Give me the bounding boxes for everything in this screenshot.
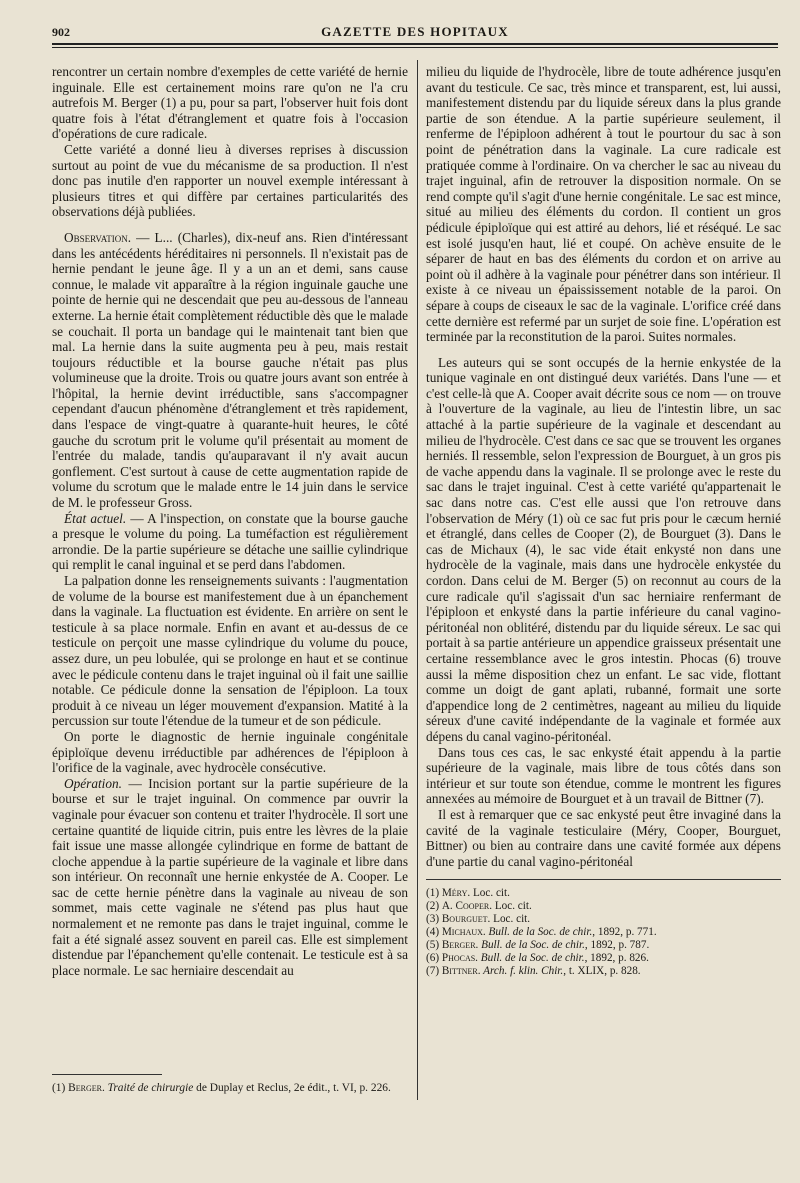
- right-footnotes: [426, 887, 781, 978]
- paragraph: La palpation donne les renseignements suivants : l'augmentation de volume de la bourse est manifestement due à un épanchement dans la vaginale. La fluctuation est évidente. En arrière on sent le testicule à sa place normale. Enfin en avant et au-dessus de ce testicule on perçoit une masse cylindrique du volume du pouce, assez dure, un peu lobulée, qui se prolonge en haut et se continue avec le pédicule contenu dans le trajet inguinal où il fait une saillie notable. Ce pédicule donne la sensation de l'épiploon. La toux produit à ce niveau un léger mouvement d'expansion. Matité à la percussion sur toute l'étendue de la tumeur et de son pédicule.: [52, 573, 408, 729]
- observation-text: — L... (Charles), dix-neuf ans. Rien d'intéressant dans les antécédents héréditaires ni personnels. Il n'existait pas de hernie pendant le jeune âge. Il y a un an et demi, sans cause connue, le malade vit apparaître à la région inguinale gauche une pointe de hernie qui ne descendait que peu au-dessous de l'anneau externe. La hernie était complètement réductible dès que le malade se couchait. Il porta un bandage qui le maintenait tant bien que mal. La hernie dans la suite augmenta peu à peu, mais restait toujours réductible et la bourse gauche n'était pas plus volumineuse que la droite. Trois ou quatre jours avant son entrée à l'hôpital, la hernie devint irréductible, sans s'accompagner cependant d'aucun phénomène d'étranglement et très rapidement, dans l'espace de vingt-quatre à quarante-huit heures, le côté gauche du scrotum prit le volume qu'il présentait au moment de l'entrée du malade, tandis qu'auparavant il n'y avait aucun gonflement. C'est surtout à cause de cette augmentation rapide de volume du scrotum que le malade entre le 14 juin dans le service de M. le professeur Gross.: [52, 229, 408, 511]
- operation-label: Opération.: [64, 775, 122, 791]
- footnote: (4) Michaux. Bull. de la Soc. de chir., 1892, p. 771.: [426, 926, 657, 939]
- page-header: [52, 22, 778, 42]
- paragraph: Il est à remarquer que ce sac enkysté peut être invaginé dans la cavité de la vaginale testiculaire (Méry, Cooper, Bourguet, Bittner) ou bien au contraire dans une cavité formée aux dépens d'une partie du canal vagino-péritonéal: [426, 806, 781, 869]
- footnote-rule: [426, 879, 781, 880]
- right-column: [426, 64, 781, 978]
- paragraph: Dans tous ces cas, le sac enkysté était appendu à la partie supérieure de la vaginale, mais libre de tous côtés dans son intérieur et sur toute son étendue, comme le montrent les figures annexées au mémoire de Bourguet et à un travail de Bittner (7).: [426, 744, 781, 807]
- page-number: 902: [52, 25, 70, 39]
- footnote: (3) Bourguet. Loc. cit.: [426, 913, 531, 926]
- observation-label: Observation.: [64, 229, 132, 245]
- footnote: (1) Berger. Traité de chirurgie de Duplay et Reclus, 2e édit., t. VI, p. 226.: [52, 1082, 391, 1094]
- footnote: (6) Phocas. Bull. de la Soc. de chir., 1892, p. 826.: [426, 952, 649, 965]
- column-divider: [417, 60, 418, 1100]
- footnote: (2) A. Cooper. Loc. cit.: [426, 900, 532, 913]
- observation-paragraph: [52, 230, 408, 511]
- left-column: [52, 64, 408, 978]
- paragraph: rencontrer un certain nombre d'exemples de cette variété de hernie inguinale. Elle est certainement moins rare qu'on ne l'a cru autrefois M. Berger (1) a pu, pour sa part, l'observer huit fois dont quatre fois à l'état d'étranglement et quatre fois à l'occasion d'opérations de cure radicale.: [52, 64, 408, 142]
- operation-text: — Incision portant sur la partie supérieure de la bourse et sur le trajet inguinal. On commence par ouvrir la vaginale pour évacuer son contenu et traiter l'hydrocèle. Il sort une certaine quantité de liquide citrin, puis entre les lèvres de la plaie fait issue une masse allongée cylindrique en forme de battant de cloche appendue à la partie supérieure de la vaginale et libre dans son intérieur. On reconnaît une hernie enkystée de A. Cooper. Le sac de cette hernie pénètre dans la vaginale au niveau de son sommet, mais cette vaginale ne s'étend pas plus haut que normalement et ne remonte pas dans le trajet inguinal, comme le fait a été signalé assez souvent en pareil cas. Elle est simplement distendue par l'épanchement qu'elle contenait. Le testicule est à sa place normale. Le sac herniaire descendait au: [52, 775, 408, 978]
- paragraph: milieu du liquide de l'hydrocèle, libre de toute adhérence jusqu'en avant du testicule. Ce sac, très mince et transparent, est, lui aussi, manifestement distendu par du liquide séreux dans la plus grande partie de son étendue. A la partie supérieure seulement, il renferme de l'épiploon adhérent à tout le pourtour du sac à son point de pénétration dans la vaginale. La cure radicale est pratiquée comme à l'ordinaire. On va chercher le sac au niveau du trajet inguinal, afin de retrouver la disposition normale. On se rend compte qu'il s'agit d'une hernie congénitale. Le sac est mince, situé au milieu des éléments du cordon. Il contient un gros pédicule épiploïque qui est attiré au dehors, lié et réséqué. Le sac est isolé jusqu'en haut, lié et coupé. On achève ensuite de le séparer de haut en bas des éléments du cordon et on arrive au point où il adhère à la vaginale pour pénétrer dans son intérieur. Il existe à ce niveau un épaississement notable de la paroi. On sépare à coups de ciseaux le sac de la vaginale. L'orifice créé dans cette dernière est refermé par un surjet de soie fine. L'opération est terminée par la reconstitution de la paroi. Suites normales.: [426, 64, 781, 345]
- paragraph: Cette variété a donné lieu à diverses reprises à discussion surtout au point de vue du mécanisme de sa production. Il n'est donc pas inutile d'en rapporter un nouvel exemple intéressant à plusieurs titres et qui diffère par certaines particularités des observations déjà publiées.: [52, 141, 408, 220]
- paragraph: Les auteurs qui se sont occupés de la hernie enkystée de la tunique vaginale en ont distingué deux variétés. Dans l'une — et c'est celle-là que A. Cooper avait décrite sous ce nom — on trouve à l'ouverture de la vaginale, au lieu de l'intestin libre, un sac attaché à la partie supérieure de la vaginale et descendant au milieu de l'hydrocèle. C'est dans ce sac que se trouvent les organes herniés. Il ressemble, selon l'expression de Bourguet, à un gros pis de vache appendu dans la vaginale. Il se prolonge avec le reste du sac dans le trajet inguinal. C'est à cette variété qu'appartenait le sac dans notre cas. C'est elle aussi que l'on retrouve dans l'observation de Méry (1) où ce sac fut pris pour le cæcum hernié et étranglé, dans celles de Cooper (2), de Bourguet (3). Dans le cas de Michaux (4), le sac vide était enkysté non dans une hydrocèle de la vaginale, mais dans une hydrocèle enkystée du cordon. Dans celui de M. Berger (5) on reconnut au cours de la cure radicale qu'il s'agissait d'un sac herniaire renfermant de l'épiploon et enkysté dans la partie inférieure du canal vagino-péritonéal non oblitéré, distendu par du liquide séreux. Le sac qui portait à sa partie antérieure un appendice graisseux présentait une certaine ressemblance avec le gros intestin. Phocas (6) trouve aussi la même disposition chez un enfant. Le sac vide, flottant comme un doigt de gant aplati, rubanné, formait une sorte d'appendice long de 2 centimètres, nageant au milieu du liquide séreux d'une cavité indépendante de la vaginale et formée aux dépens du canal vagino-péritonéal.: [426, 354, 781, 744]
- header-rule-thin: [52, 47, 778, 48]
- operation-paragraph: [52, 776, 408, 979]
- journal-title: GAZETTE DES HOPITAUX: [321, 24, 509, 39]
- etat-actuel-text: — A l'inspection, on constate que la bourse gauche a presque le volume du poing. La tuméfaction est régulièrement arrondie. De la partie supérieure se détache une saillie cylindrique qui remplit le canal inguinal et se perd dans l'abdomen.: [52, 510, 408, 573]
- paragraph: On porte le diagnostic de hernie inguinale congénitale épiploïque devenu irréductible par adhérences de l'épiploon à l'orifice de la vaginale, avec hydrocèle consécutive.: [52, 728, 408, 776]
- footnote: (1) Méry. Loc. cit.: [426, 887, 510, 900]
- footnote-rule: [52, 1074, 162, 1075]
- footnote: (5) Berger. Bull. de la Soc. de chir., 1892, p. 787.: [426, 939, 650, 952]
- header-rule-thick: [52, 43, 778, 45]
- left-footnotes: [52, 1074, 408, 1095]
- etat-actuel-paragraph: [52, 511, 408, 573]
- footnote: (7) Bittner. Arch. f. klin. Chir., t. XLIX, p. 828.: [426, 965, 641, 978]
- etat-actuel-label: État actuel.: [64, 510, 127, 526]
